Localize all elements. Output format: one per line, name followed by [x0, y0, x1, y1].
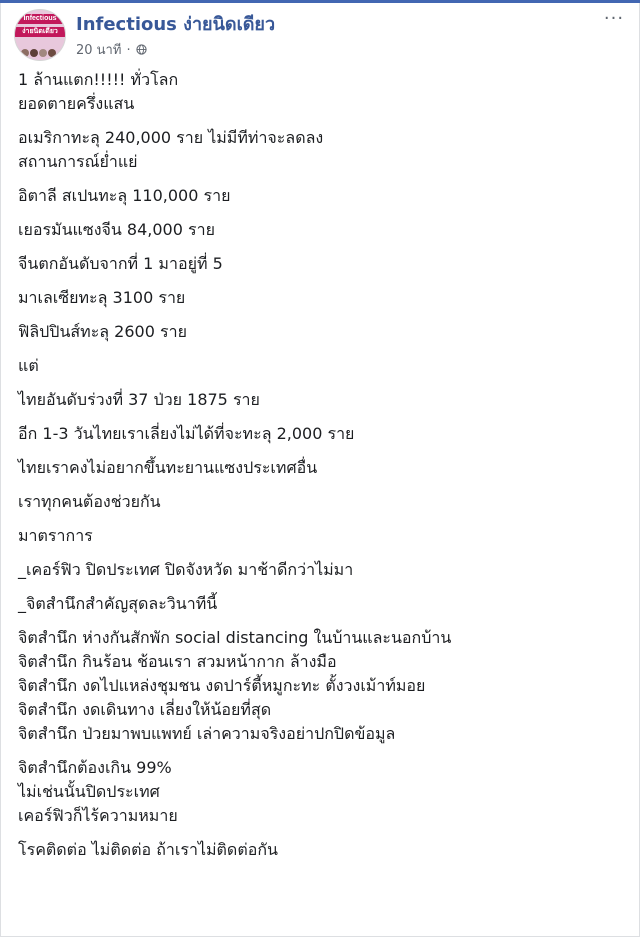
post-line: _จิตสำนึกสำคัญสุดละวินาทีนี้ — [18, 594, 218, 613]
top-border — [0, 0, 640, 3]
post-line: เราทุกคนต้องช่วยกัน — [18, 492, 161, 511]
post-line: ไทยอันดับร่วงที่ 37 ป่วย 1875 ราย — [18, 390, 260, 409]
post-header — [14, 9, 626, 61]
post-line: โรคติดต่อ ไม่ติดต่อ ถ้าเราไม่ติดต่อกัน — [18, 840, 278, 859]
page-name-link[interactable]: Infectious ง่ายนิดเดียว — [76, 14, 276, 35]
avatar-text-top: Infectious — [23, 15, 57, 22]
post-line: มาเลเซียทะลุ 3100 ราย — [18, 288, 186, 307]
post-line: จีนตกอันดับจากที่ 1 มาอยู่ที่ 5 — [18, 254, 223, 273]
post-line: จิตสำนึก ป่วยมาพบแพทย์ เล่าความจริงอย่าปกปิดข้อมูล — [18, 724, 396, 743]
post-line: จิตสำนึก งดไปแหล่งชุมชน งดปาร์ตี้หมูกะทะ ตั้งวงเม้าท์มอย — [18, 676, 426, 695]
post-line: จิตสำนึกต้องเกิน 99% — [18, 758, 172, 777]
post-line: มาตราการ — [18, 526, 93, 545]
post-line: ฟิลิปปินส์ทะลุ 2600 ราย — [18, 322, 187, 341]
avatar[interactable] — [14, 9, 66, 61]
avatar-decoration — [21, 42, 57, 61]
meta-separator: · — [126, 43, 131, 58]
post-line: สถานการณ์ย่ำแย่ — [18, 152, 138, 171]
post-line: อิตาลี สเปนทะลุ 110,000 ราย — [18, 186, 231, 205]
post-line: อีก 1-3 วันไทยเราเลี่ยงไม่ได้ที่จะทะลุ 2,000 ราย — [18, 424, 355, 443]
post-line: ไม่เช่นนั้นปิดประเทศ — [18, 782, 160, 801]
post-line: เยอรมันแซงจีน 84,000 ราย — [18, 220, 215, 239]
post-timestamp[interactable]: 20 นาที — [76, 43, 122, 58]
avatar-text-bottom: ง่ายนิดเดียว — [22, 28, 58, 35]
post-line: _เคอร์ฟิว ปิดประเทศ ปิดจังหวัด มาช้าดีกว่าไม่มา — [18, 560, 354, 579]
globe-icon[interactable] — [136, 44, 147, 55]
post-line: จิตสำนึก กินร้อน ช้อนเรา สวมหน้ากาก ล้างมือ — [18, 652, 337, 671]
post-line: 1 ล้านแตก!!!!! ทั่วโลก — [18, 70, 179, 89]
post-line: จิตสำนึก งดเดินทาง เลี่ยงให้น้อยที่สุด — [18, 700, 272, 719]
post-meta — [76, 39, 147, 60]
post-line: แต่ — [18, 356, 39, 375]
post-line: เคอร์ฟิวก็ไร้ความหมาย — [18, 806, 178, 825]
post-body — [18, 68, 622, 862]
post-line: อเมริกาทะลุ 240,000 ราย ไม่มีทีท่าจะลดลง — [18, 128, 324, 147]
post-line: ยอดตายครึ่งแสน — [18, 94, 135, 113]
more-options-icon[interactable]: ··· — [603, 8, 625, 29]
post-line: ไทยเราคงไม่อยากขึ้นทะยานแซงประเทศอื่น — [18, 458, 318, 477]
post-line: จิตสำนึก ห่างกันสักพัก social distancing ในบ้านและนอกบ้าน — [18, 628, 452, 647]
